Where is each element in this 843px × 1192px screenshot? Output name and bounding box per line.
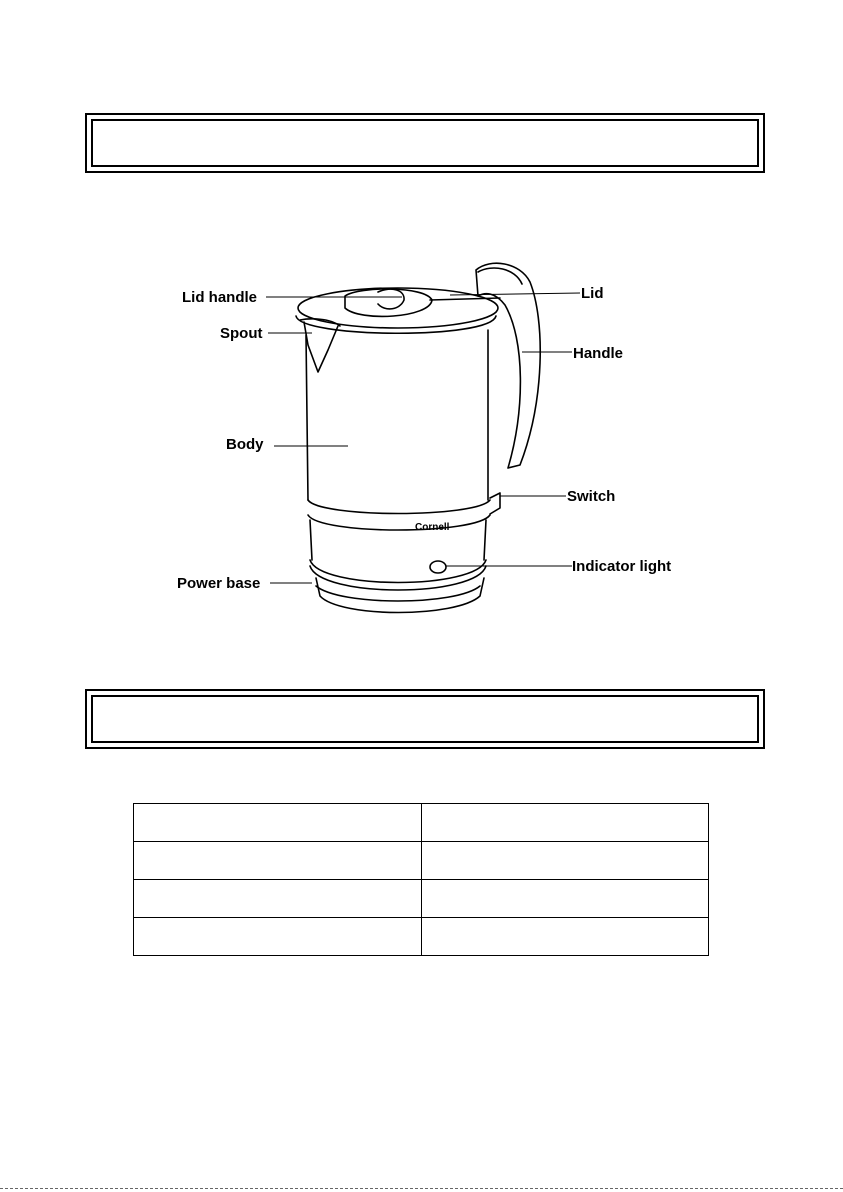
table-cell (134, 918, 422, 956)
kettle-indicator-shape (430, 561, 446, 573)
label-spout: Spout (220, 325, 263, 342)
table-row (134, 880, 709, 918)
page-bottom-divider (0, 1188, 843, 1189)
brand-logo: Cornell (415, 522, 450, 533)
kettle-lid-shape (298, 288, 498, 328)
label-power-base: Power base (177, 575, 261, 592)
label-handle: Handle (573, 345, 624, 362)
label-body: Body (226, 436, 264, 453)
kettle-switch-shape (490, 493, 500, 514)
section-heading-bottom (91, 695, 759, 743)
spec-table (133, 803, 709, 956)
table-cell (421, 880, 709, 918)
label-lid-handle: Lid handle (182, 289, 257, 306)
table-cell (134, 880, 422, 918)
table-cell (134, 842, 422, 880)
table-row (134, 804, 709, 842)
table-cell (134, 804, 422, 842)
table-cell (421, 804, 709, 842)
label-switch: Switch (567, 488, 616, 505)
label-indicator-light: Indicator light (572, 558, 672, 575)
kettle-body-shape (306, 335, 308, 500)
table-row (134, 842, 709, 880)
table-cell (421, 842, 709, 880)
section-heading-box-bottom (85, 689, 765, 749)
label-lid: Lid (581, 285, 604, 302)
table-row (134, 918, 709, 956)
kettle-base-shape (310, 560, 486, 583)
table-cell (421, 918, 709, 956)
